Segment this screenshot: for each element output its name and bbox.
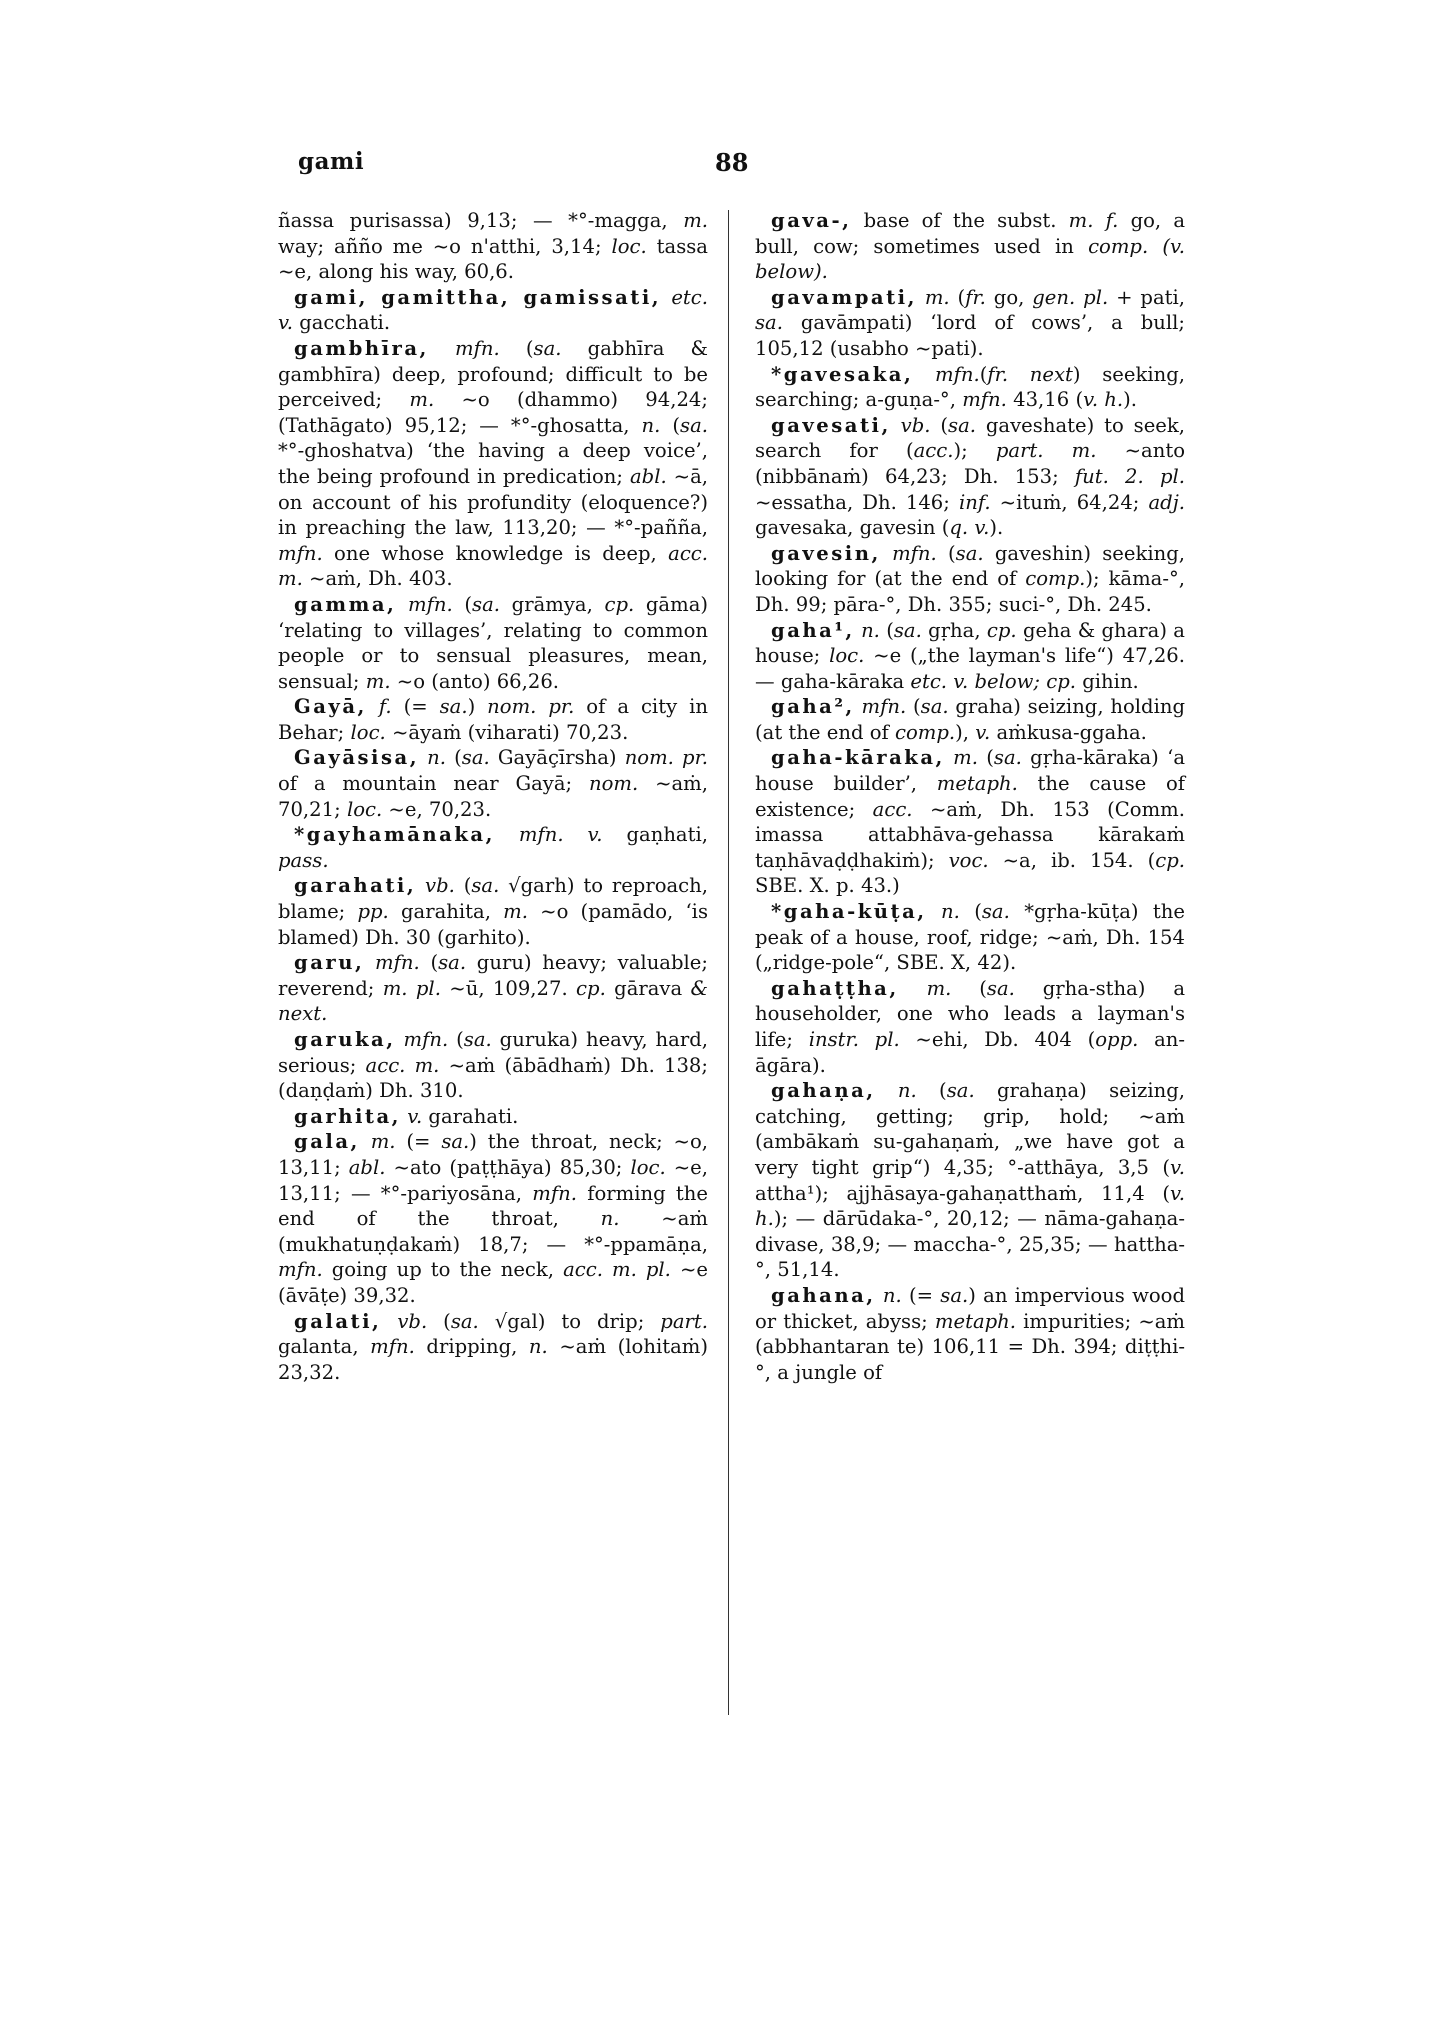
entry-text: garahita,: [388, 900, 504, 924]
entry-text: ~e (āvāṭe) 39,32.: [278, 1258, 708, 1307]
grammar-label: acc.: [872, 797, 913, 821]
grammar-label: cp.: [604, 592, 635, 616]
grammar-label: acc.: [913, 439, 954, 463]
entry-text: gṛha,: [921, 618, 987, 642]
entry-text: [876, 1284, 883, 1307]
entry-text: (: [454, 874, 472, 898]
grammar-label: m.: [683, 209, 708, 232]
entry-text: ).: [1123, 388, 1138, 412]
entry-text: guru) heavy; valuable; reverend;: [278, 951, 708, 1000]
grammar-label: v. h.: [755, 1181, 1185, 1231]
grammar-label: etc. v. below; cp.: [910, 669, 1077, 693]
entry-text: ~essatha, Dh. 146;: [755, 490, 959, 514]
grammar-label: comp. (v. below).: [755, 234, 1185, 284]
grammar-label: fr. next: [987, 362, 1073, 386]
dictionary-entry: [755, 1078, 1185, 1283]
grammar-label: m.: [409, 388, 435, 412]
entry-text: (: [879, 618, 894, 642]
entry-text: going up to the neck,: [322, 1258, 564, 1282]
entry-text: ~ā, on account of his profundity (eloquence?) in preaching the law, 113,20; — *°-pañña,: [278, 464, 708, 540]
grammar-label: mfn.: [278, 1258, 323, 1282]
grammar-label: part. m.: [995, 439, 1097, 463]
grammar-label: n.: [882, 1283, 902, 1307]
entry-text: [881, 542, 892, 565]
entry-text: ),: [955, 720, 976, 744]
entry-text: (: [446, 746, 462, 770]
dictionary-entry: [755, 976, 1185, 1078]
headword: gambhīra,: [294, 336, 429, 360]
grammar-label: sa.: [993, 746, 1022, 770]
entry-text: of a city in Behar;: [278, 695, 708, 744]
grammar-label: sa.: [441, 1130, 470, 1154]
grammar-label: part.: [660, 1309, 708, 1333]
grammar-label: metaph.: [936, 772, 1018, 796]
entry-text: of a mountain near Gayā;: [278, 772, 589, 796]
entry-text: ~e, 13,11; — *°-pariyosāna,: [278, 1155, 708, 1205]
headword: galati,: [294, 1309, 382, 1333]
dictionary-entry: [278, 336, 708, 592]
entry-text: gaṇhati,: [602, 823, 708, 847]
grammar-label: voc.: [948, 848, 989, 872]
grammar-label: abl.: [629, 464, 667, 488]
right-column: [755, 208, 1185, 1385]
entry-text: [917, 286, 925, 309]
grammar-label: nom. pr.: [487, 695, 575, 719]
entry-text: one whose knowledge is deep,: [322, 541, 669, 565]
grammar-label: abl.: [348, 1155, 386, 1179]
grammar-label: v.: [975, 720, 991, 744]
entry-text: gṛha-kāraka) ‘a house builder’,: [755, 746, 1185, 796]
entry-text: gṛha-stha) a householder, one who leads a layman's life;: [755, 976, 1185, 1051]
entry-text: ~aṁ (lohitaṁ) 23,32.: [278, 1335, 708, 1384]
entry-text: [855, 695, 862, 718]
headword: garahati,: [294, 874, 417, 898]
grammar-label: metaph.: [934, 1309, 1017, 1333]
entry-text: (: [930, 413, 949, 437]
grammar-label: vb.: [397, 1309, 428, 1333]
entry-text: (: [916, 1079, 947, 1103]
grammar-label: sa.: [946, 1079, 975, 1103]
entry-text: impurities; ~aṁ (abbhantaran te) 106,11 = Dh. 394; diṭṭhi-°, a jungle of: [755, 1309, 1185, 1384]
entry-text: attha¹); ajjhāsaya-gahaṇatthaṁ, 11,4 (: [755, 1181, 1171, 1205]
grammar-label: adj.: [1148, 490, 1185, 514]
entry-text: [913, 363, 935, 386]
grammar-label: n.: [897, 1079, 917, 1103]
entry-text: way; añño me ~o n'atthi, 3,14;: [278, 234, 612, 258]
grammar-label: nom.: [589, 772, 639, 796]
grammar-label: sa.: [461, 746, 490, 770]
dictionary-entry: [755, 618, 1185, 695]
entry-text: galanta,: [278, 1335, 371, 1359]
grammar-label: v. h.: [1083, 388, 1124, 412]
dictionary-entry: [755, 745, 1185, 899]
grammar-label: n.: [940, 900, 960, 924]
grammar-label: n.: [528, 1335, 548, 1359]
entry-text: √garh) to reproach, blame;: [278, 874, 708, 924]
grammar-label: sa.: [755, 311, 783, 335]
grammar-label: cp.: [1155, 848, 1185, 872]
grammar-label: mfn.: [455, 336, 500, 360]
entry-text: (: [452, 592, 473, 616]
entry-text: [927, 900, 941, 923]
entry-text: gabhīra & gambhīra) deep, profound; difficult to be perceived;: [278, 336, 708, 412]
dictionary-entry: [755, 694, 1185, 745]
entry-text: ~anto (nibbānaṁ) 64,23; Dh. 153;: [755, 439, 1185, 488]
grammar-label: sa.: [533, 336, 562, 360]
grammar-label: nom. pr.: [624, 746, 709, 770]
entry-text: [381, 1310, 397, 1333]
grammar-label: comp.: [895, 720, 956, 744]
entry-text: ~e („the layman's life“) 47,26. — gaha-kāraka: [755, 644, 1185, 693]
dictionary-entry: [755, 413, 1185, 541]
headword: gamma,: [294, 592, 397, 616]
entry-text: guruka) heavy, hard, serious;: [278, 1028, 708, 1077]
grammar-label: v.: [407, 1104, 423, 1128]
entry-text: ~ato (paṭṭhāya) 85,30;: [385, 1155, 631, 1179]
entry-text: go, a bull, cow; sometimes used in: [755, 209, 1185, 258]
dictionary-entry: [278, 1104, 708, 1130]
grammar-label: sa.: [680, 413, 709, 437]
entry-text: grāmya,: [500, 592, 605, 616]
entry-text: ~e, 70,23.: [382, 797, 492, 821]
entry-text: graha) seizing, holding (at the end of: [755, 695, 1186, 744]
headword: gahana,: [771, 1283, 876, 1307]
entry-text: [661, 286, 671, 309]
entry-text: (: [936, 541, 956, 565]
entry-text: ~āyaṁ (viharati) 70,23.: [385, 720, 629, 744]
entry-text: [876, 1079, 898, 1102]
headword: gahaṇa,: [771, 1079, 876, 1103]
entry-text: gaveshin) seeking, looking for (at the end of: [755, 541, 1186, 591]
entry-text: *gṛha-kūṭa) the peak of a house, roof, ridge; ~aṁ, Dh. 154 („ridge-pole“, SBE. X, 42).: [755, 900, 1185, 975]
headword: gavesati,: [771, 413, 891, 437]
entry-text: [945, 746, 953, 769]
dictionary-entry: [278, 208, 708, 285]
entry-text: [419, 746, 427, 769]
page-number: 88: [715, 148, 749, 177]
grammar-label: v.: [1170, 1155, 1185, 1179]
dictionary-entry: [755, 362, 1185, 413]
headword: garu,: [294, 951, 365, 975]
grammar-label: instr. pl.: [808, 1028, 900, 1051]
grammar-label: mfn.: [962, 388, 1007, 412]
grammar-label: acc. m.: [278, 541, 708, 591]
entry-text: the cause of existence;: [755, 772, 1185, 821]
dictionary-entry: [278, 1129, 708, 1308]
grammar-label: q. v.: [949, 516, 990, 540]
grammar-label: sa.: [472, 592, 501, 616]
dictionary-entry: [755, 1283, 1185, 1385]
entry-text: ~aṁ, Dh. 403.: [302, 567, 453, 591]
grammar-label: pass.: [278, 848, 329, 872]
entry-text: ~ituṁ, 64,24;: [990, 490, 1149, 514]
entry-text: [396, 1028, 404, 1051]
grammar-label: vb.: [900, 413, 931, 437]
entry-text: ~aṁ, Dh. 153 (Comm. imassa attabhāva-gehassa kārakaṁ taṇhāvaḍḍhakiṁ);: [755, 797, 1185, 872]
grammar-label: m.: [926, 976, 952, 1000]
grammar-label: & next.: [278, 976, 708, 1026]
entry-text: (: [660, 413, 681, 437]
grammar-label: m. f.: [1068, 209, 1119, 232]
entry-text: (: [959, 900, 982, 924]
entry-text: ) seeking, searching; a-guṇa-°,: [755, 362, 1185, 412]
grammar-label: loc.: [346, 797, 383, 821]
dictionary-entry: [278, 1309, 708, 1386]
grammar-label: n.: [600, 1207, 620, 1231]
headword: gahaṭṭha,: [771, 976, 899, 1000]
grammar-label: sa.: [955, 541, 984, 565]
grammar-label: comp.: [1025, 567, 1086, 591]
grammar-label: n.: [427, 746, 447, 770]
entry-text: ) the throat, neck; ~o, 13,11;: [278, 1130, 708, 1179]
grammar-label: m.: [924, 285, 950, 309]
entry-text: ): [467, 695, 488, 719]
entry-text: (=: [395, 1130, 442, 1154]
grammar-label: m.: [503, 900, 528, 924]
dictionary-entry: [755, 899, 1185, 976]
grammar-label: loc.: [630, 1155, 666, 1179]
entry-text: (=: [391, 695, 440, 719]
grammar-label: opp.: [1095, 1028, 1139, 1051]
entry-text: grahaṇa) seizing, catching, getting; grip, hold; ~aṁ (ambākaṁ su-gahaṇaṁ, „we have got a very tight grip“) 4,35; °-atthāya, 3,5 (: [755, 1079, 1185, 1179]
grammar-label: fut. 2. pl.: [1074, 464, 1185, 488]
grammar-label: sa.: [438, 951, 467, 975]
grammar-label: m.: [365, 669, 391, 693]
dictionary-entry: [755, 208, 1185, 285]
headword: gaha-kāraka,: [771, 746, 945, 770]
entry-text: ); — dārūdaka-°, 20,12; — nāma-gahaṇa-divase, 38,9; — maccha-°, 25,35; — hattha-°, 51,14.: [755, 1207, 1185, 1282]
column-divider: [728, 210, 729, 1715]
grammar-label: cp.: [986, 618, 1017, 642]
entry-text: );: [953, 439, 996, 463]
entry-text: [360, 1130, 371, 1153]
dictionary-entry: [755, 541, 1185, 618]
headword: *gayhamānaka,: [294, 823, 495, 847]
entry-text: go,: [985, 285, 1033, 309]
headword: gaha²,: [771, 695, 855, 719]
grammar-label: pp.: [357, 900, 389, 924]
entry-text: ~aṁ (mukhatuṇḍakaṁ) 18,7; — *°-ppamāṇa,: [278, 1207, 708, 1256]
grammar-label: m.: [370, 1130, 396, 1154]
grammar-label: sa.: [463, 1028, 492, 1051]
grammar-label: acc. m.: [365, 1053, 440, 1077]
entry-text: forming the end of the throat,: [278, 1181, 708, 1231]
grammar-label: loc.: [611, 234, 647, 258]
grammar-label: mfn.: [532, 1181, 577, 1205]
entry-text: 43,16 (: [1006, 388, 1084, 412]
headword: gaha¹,: [771, 618, 855, 642]
entry-text: + pati,: [1108, 285, 1185, 309]
entry-text: ) an impervious wood or thicket, abyss;: [755, 1283, 1185, 1333]
entry-text: (: [499, 336, 534, 360]
dictionary-entry: [278, 285, 708, 336]
entry-text: (: [951, 976, 987, 1000]
grammar-label: sa.: [981, 900, 1010, 924]
entry-text: tassa ~e, along his way, 60,6.: [278, 234, 708, 284]
grammar-label: m.: [953, 746, 978, 770]
left-column: [278, 208, 708, 1385]
entry-text: ~ū, 109,27.: [440, 976, 577, 1000]
grammar-label: mfn. v.: [518, 823, 603, 847]
headword: Gayā,: [294, 695, 367, 719]
entry-text: (: [419, 951, 439, 975]
headword: garhita,: [294, 1104, 401, 1128]
entry-text: (: [448, 1028, 464, 1051]
grammar-label: sa.: [439, 695, 468, 719]
headword: Gayāsisa,: [294, 746, 420, 770]
entry-text: [367, 695, 379, 718]
entry-text: (: [427, 1309, 451, 1333]
entry-text: gavāmpati) ‘lord of cows’, a bull; 105,12 (usabho ~pati).: [755, 311, 1185, 360]
grammar-label: cp.: [576, 976, 606, 1000]
grammar-label: mfn.: [375, 951, 420, 975]
entry-text: (: [977, 746, 994, 770]
grammar-label: m. pl.: [382, 976, 441, 1000]
running-head: gami: [298, 148, 365, 175]
headword: gavampati,: [771, 285, 917, 309]
grammar-label: sa.: [948, 413, 977, 437]
entry-text: [396, 593, 408, 616]
entry-text: [364, 951, 375, 974]
dictionary-entry: [278, 873, 708, 950]
grammar-label: fr.: [965, 285, 986, 309]
grammar-label: mfn.: [408, 592, 453, 616]
grammar-label: sa.: [940, 1283, 969, 1307]
grammar-label: mfn.: [403, 1028, 449, 1051]
grammar-label: mfn.: [935, 362, 980, 386]
dictionary-entry: [278, 694, 708, 745]
headword: gami, gamittha, gamissati,: [294, 285, 662, 309]
grammar-label: f.: [378, 695, 392, 719]
grammar-label: gen. pl.: [1032, 285, 1109, 309]
entry-text: gihin.: [1076, 669, 1139, 693]
grammar-label: loc.: [829, 644, 865, 668]
entry-text: (=: [901, 1283, 941, 1307]
headword: gava-,: [771, 209, 852, 232]
entry-text: aṁkusa-ggaha.: [990, 720, 1147, 744]
entry-text: (: [906, 695, 921, 719]
entry-text: geha & ghara) a house;: [755, 618, 1185, 668]
dictionary-entry: [278, 822, 708, 873]
dictionary-entry: [278, 1027, 708, 1104]
entry-text: gāma) ‘relating to villages’, relating to common people or to sensual pleasures, mean, sensual;: [278, 592, 709, 693]
entry-text: ñassa purisassa) 9,13; — *°-magga,: [278, 209, 684, 232]
entry-text: (: [949, 285, 966, 309]
entry-text: gacchati.: [292, 311, 391, 335]
grammar-label: sa.: [450, 1309, 479, 1333]
entry-text: (: [979, 362, 988, 386]
entry-text: √gal) to drip;: [478, 1309, 661, 1333]
headword: gavesin,: [771, 541, 881, 565]
entry-text: ~o (pamādo, ‘is blamed) Dh. 30 (garhito).: [278, 900, 708, 949]
entry-text: ~ehi, Db. 404 (: [899, 1028, 1096, 1051]
grammar-label: inf.: [958, 490, 991, 514]
grammar-label: etc. v.: [278, 285, 708, 335]
entry-text: ~aṁ, 70,21;: [278, 772, 708, 821]
entry-text: gārava: [605, 976, 691, 1000]
grammar-label: loc.: [350, 720, 386, 744]
grammar-label: sa.: [893, 618, 922, 642]
dictionary-entry: [278, 592, 708, 694]
entry-text: gaveshate) to seek, search for (: [755, 413, 1186, 463]
entry-text: an-āgāra).: [755, 1028, 1185, 1077]
grammar-label: sa.: [471, 874, 500, 898]
entry-text: *°-ghoshatva) ‘the having a deep voice’, the being profound in predication;: [278, 439, 708, 488]
entry-text: gavesaka, gavesin (: [755, 516, 950, 540]
grammar-label: mfn.: [892, 541, 937, 565]
entry-text: dripping,: [414, 1335, 529, 1359]
headword: garuka,: [294, 1028, 396, 1051]
entry-text: [891, 414, 901, 437]
headword: gala,: [294, 1130, 360, 1154]
entry-text: ~aṁ (ābādhaṁ) Dh. 138; (daṇḍaṁ) Dh. 310.: [278, 1053, 708, 1103]
entry-text: garahati.: [422, 1104, 519, 1128]
entry-text: ~o (dhammo) 94,24; (Tathāgato) 95,12; — *°-ghosatta,: [278, 388, 708, 437]
grammar-label: acc. m. pl.: [563, 1258, 671, 1282]
grammar-label: sa.: [986, 976, 1015, 1000]
entry-text: SBE. X. p. 43.): [755, 874, 900, 898]
grammar-label: mfn.: [278, 541, 323, 565]
headword: *gavesaka,: [771, 362, 914, 386]
entry-text: base of the subst.: [851, 209, 1069, 232]
grammar-label: mfn.: [370, 1335, 415, 1359]
entry-text: ).: [989, 516, 1004, 540]
dictionary-entry: [278, 745, 708, 822]
grammar-label: vb.: [425, 874, 455, 898]
grammar-label: sa.: [920, 695, 949, 719]
entry-text: ); kāma-°, Dh. 99; pāra-°, Dh. 355; suci-°, Dh. 245.: [755, 567, 1185, 616]
grammar-label: mfn.: [861, 695, 907, 719]
entry-text: ~o (anto) 66,26.: [390, 669, 560, 693]
entry-text: [899, 977, 927, 1000]
entry-text: [416, 874, 425, 897]
entry-text: Gayāçīrsha): [489, 746, 625, 770]
entry-text: [429, 337, 455, 360]
headword: *gaha-kūṭa,: [771, 900, 927, 924]
dictionary-entry: [278, 950, 708, 1027]
grammar-label: n.: [641, 413, 661, 437]
entry-text: [495, 823, 519, 846]
entry-text: ~a, ib. 154. (: [988, 848, 1156, 872]
dictionary-entry: [755, 285, 1185, 362]
grammar-label: n.: [861, 618, 880, 642]
